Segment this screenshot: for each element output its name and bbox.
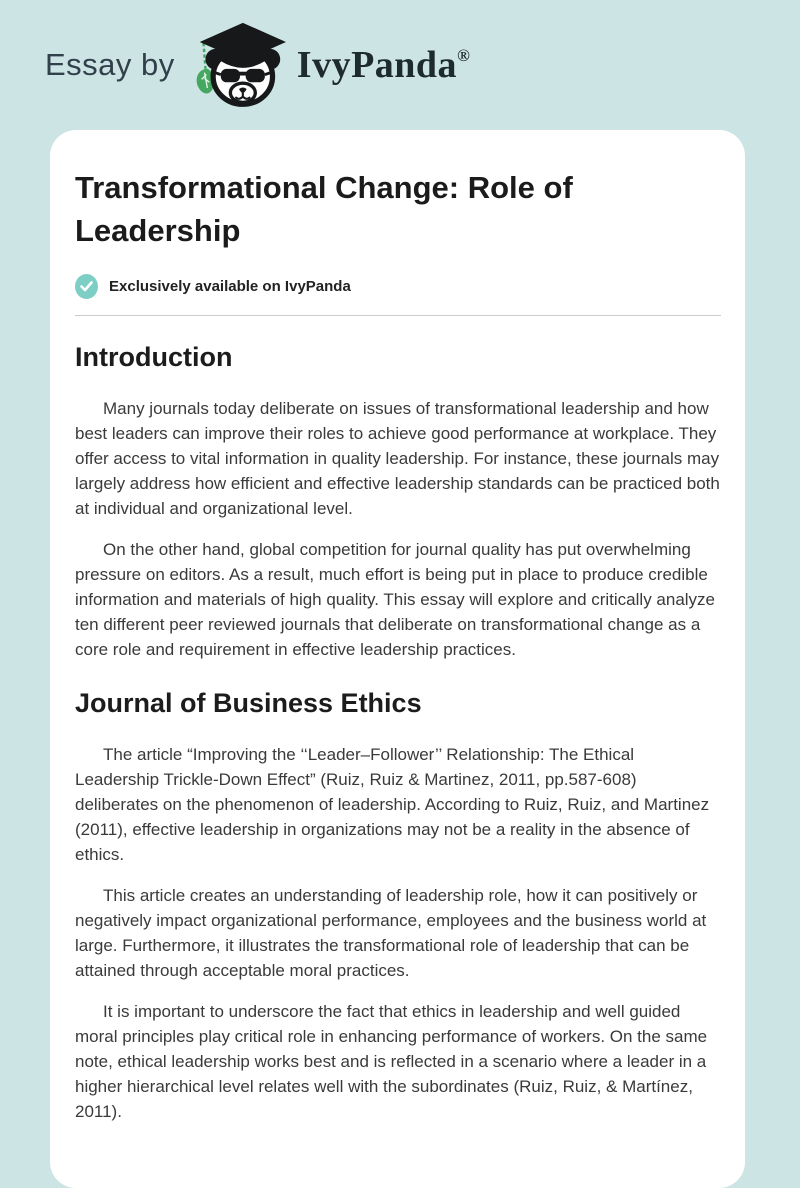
section-journal-of-business-ethics: [75, 688, 721, 1124]
paragraph: Many journals today deliberate on issues of transformational leadership and how best leaders can improve their roles to achieve good performance at workplace. They offer access to vital information in quality leadership. For instance, these journals may largely address how efficient and effective leadership standards can be practiced both at individual and organizational level.: [75, 399, 720, 518]
paragraph: On the other hand, global competition for journal quality has put overwhelming pressure on editors. As a result, much effort is being put in place to produce credible information and materials of high quality. This essay will explore and critically analyze ten different peer reviewed journals that deliberate on transformational change as a core role and requirement in effective leadership practices.: [75, 540, 716, 659]
brand-wordmark: [297, 43, 470, 87]
brand-name: IvyPanda: [296, 44, 458, 86]
site-header: [0, 0, 800, 130]
page-title: Transformational Change: Role of Leadership: [75, 170, 573, 248]
paragraph: The article “Improving the ‘‘Leader–Follower’’ Relationship: The Ethical Leadership Trickle-Down Effect” (Ruiz, Ruiz & Martinez, 2011, pp.587-608) deliberates on the phenomenon of leadership. According to Ruiz, Ruiz, and Martinez (2011), effective leadership in organizations may not be a reality in the absence of ethics.: [75, 745, 710, 864]
badge-label: Exclusively available on IvyPanda: [109, 278, 351, 295]
panda-graduate-icon: [191, 19, 287, 111]
section-heading: Journal of Business Ethics: [75, 688, 422, 718]
essay-card: [50, 130, 745, 1188]
check-icon: [75, 274, 98, 299]
essay-by-label: Essay by: [45, 47, 175, 82]
paragraph: It is important to underscore the fact that ethics in leadership and well guided moral principles play critical role in enhancing performance of workers. On the same note, ethical leadership works best and is reflected in a scenario where a leader in a higher hierarchical level relates well with the subordinates (Ruiz, Ruiz, & Martínez, 2011).: [75, 1002, 708, 1121]
divider: [75, 315, 721, 316]
registered-trademark: ®: [457, 46, 470, 65]
section-heading: Introduction: [75, 342, 233, 372]
exclusive-badge: [75, 274, 721, 299]
section-introduction: [75, 342, 721, 662]
paragraph: This article creates an understanding of leadership role, how it can positively or negatively impact organizational performance, employees and the business world at large. Furthermore, it illustrates the transformational role of leadership that can be attained through acceptable moral practices.: [75, 886, 707, 980]
